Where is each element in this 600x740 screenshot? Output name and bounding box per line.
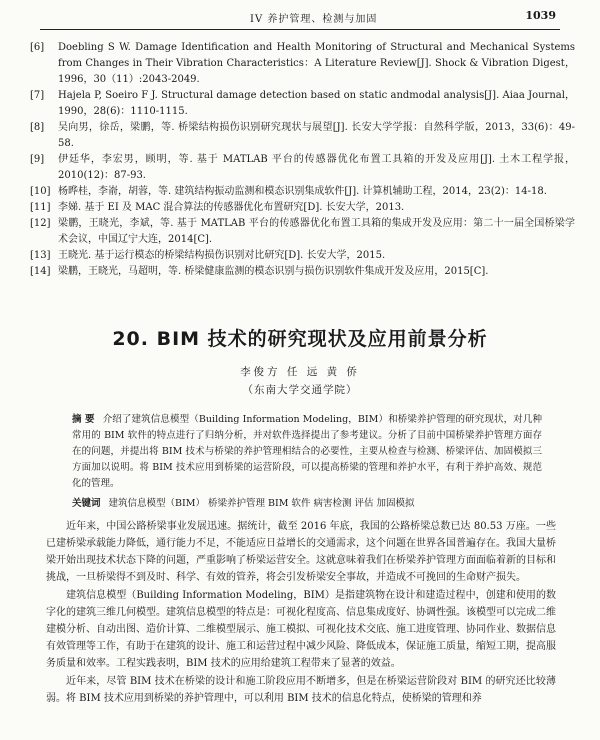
reference-text: Hajela P, Soeiro F J. Structural damage detection based on static andmodal analysis[J]. Aiaa Journal，1990，28(6)：1110-1115. (58, 90, 575, 117)
reference-number: [13] (30, 250, 51, 261)
reference-text: 梁鹏，王晓光，李斌，等. 基于 MATLAB 平台的传感器优化布置工具箱的集成开发及应用：第二十一届全国桥梁学术会议，中国辽宁大连，2014[C]. (58, 218, 575, 245)
body-paragraph: 建筑信息模型（Building Information Modeling，BIM）是指建筑物在设计和建造过程中，创建和使用的数字化的建筑三维几何模型。建筑信息模型的特点是：可视化程度高、信息集成度好、协调性强。该模型可以完成二维建模分析、自动出图、造价计算、二维模型展示、施工模拟、可视化技术交底、施工进度管理、协同作业、数据信息有效管理等工作，有助于在建筑的设计、施工和运营过程中减少风险、降低成本，保证施工质量，缩短工期，提高服务质量和效率。工程实践表明，BIM 技术的应用给建筑工程带来了显著的效益。 (46, 590, 556, 669)
reference-item (30, 200, 575, 216)
reference-item (30, 248, 575, 264)
reference-text: Doebling S W. Damage Identification and Health Monitoring of Structural and Mechanical Systems from Changes in Their Vibration Characteristics：A Literature Review[J]. Shock & Vibration Digest，1996，30（11）:2043-2049. (58, 42, 575, 85)
article-authors: 李俊方 任 远 黄 侨 (240, 366, 360, 378)
keywords-label: 关键词 (72, 498, 101, 509)
reference-item (30, 264, 575, 280)
reference-item (30, 216, 575, 248)
abstract (72, 412, 542, 492)
reference-item (30, 184, 575, 200)
reference-text: 杨晔桂，李嵛，胡蓉，等. 建筑结构振动监测和模态识别集成软件[J]. 计算机辅助工程，2014，23(2)：14-18. (58, 186, 547, 197)
body-paragraph: 近年来，尽管 BIM 技术在桥梁的设计和施工阶段应用不断增多，但是在桥梁运营阶段对 BIM 的研究还比较薄弱。将 BIM 技术应用到桥梁的养护管理中，可以利用 BIM 技术的信息化特点，使桥梁的管理和养 (46, 676, 556, 704)
reference-item (30, 152, 575, 184)
reference-number: [11] (30, 202, 51, 213)
reference-item (30, 40, 575, 88)
article-affiliation: （东南大学交通学院） (242, 384, 358, 396)
keywords (72, 496, 542, 512)
abstract-text: 介绍了建筑信息模型（Building Information Modeling，BIM）和桥梁养护管理的研究现状，对几种常用的 BIM 软件的特点进行了归纳分析，并对软件选择提出了参考建议。分析了目前中国桥梁养护管理方面存在的问题，并提出将 BIM 技术与桥梁的养护管理相结合的必要性，主要从检查与检测、桥梁评估、加固模拟三方面加以说明。将 BIM 技术应用到桥梁的运营阶段，可以提高桥梁的管理和养护水平，有利于养护高效、规范化的管理。 (72, 414, 542, 489)
header-rule (40, 29, 560, 30)
body-paragraph: 近年来，中国公路桥梁事业发展迅速。据统计，截至 2016 年底，我国的公路桥梁总数已达 80.53 万座。一些已建桥梁承载能力降低，通行能力不足，不能适应日益增长的交通需求，这个问题在世界各国普遍存在。我国大量桥梁开始出现技术状态下降的问题，严重影响了桥梁运营安全。这就意味着我们在桥梁养护管理方面面临着新的目标和挑战，一旦桥梁得不到及时、科学、有效的管养，将会引发桥梁安全事故，并造成不可挽回的生命财产损失。 (46, 521, 556, 583)
section-title: IV 养护管理、检测与加固 (250, 14, 378, 25)
reference-number: [10] (30, 186, 51, 197)
reference-number: [8] (30, 122, 45, 133)
reference-number: [9] (30, 154, 45, 165)
reference-number: [14] (30, 266, 51, 277)
reference-text: 梁鹏，王晓光，马超明，等. 桥梁健康监测的模态识别与损伤识别软件集成开发及应用，2015[C]. (58, 266, 489, 277)
page-number: 1039 (525, 9, 556, 22)
reference-list (30, 40, 575, 280)
abstract-label: 摘 要 (72, 414, 95, 425)
reference-text: 伊廷华，李宏男，顾明，等. 基于 MATLAB 平台的传感器优化布置工具箱的开发及应用[J]. 土木工程学报，2010(12)：87-93. (58, 154, 575, 181)
reference-text: 王晓光. 基于运行模态的桥梁结构损伤识别对比研究[D]. 长安大学，2015. (58, 250, 386, 261)
running-header (40, 8, 560, 26)
reference-item (30, 120, 575, 152)
article-title: 20. BIM 技术的研究现状及应用前景分析 (112, 328, 488, 350)
reference-number: [12] (30, 218, 51, 229)
reference-number: [6] (30, 42, 45, 53)
article-body (46, 518, 556, 708)
reference-item (30, 88, 575, 120)
reference-number: [7] (30, 90, 45, 101)
reference-text: 吴向男，徐岳，梁鹏，等. 桥梁结构损伤识别研究现状与展望[J]. 长安大学学报：自然科学版，2013，33(6)：49-58. (58, 122, 575, 149)
reference-text: 李娣. 基于 EI 及 MAC 混合算法的传感器优化布置研究[D]. 长安大学，2013. (58, 202, 405, 213)
keywords-text: 建筑信息模型（BIM） 桥梁养护管理 BIM 软件 病害检测 评估 加固模拟 (108, 498, 415, 509)
